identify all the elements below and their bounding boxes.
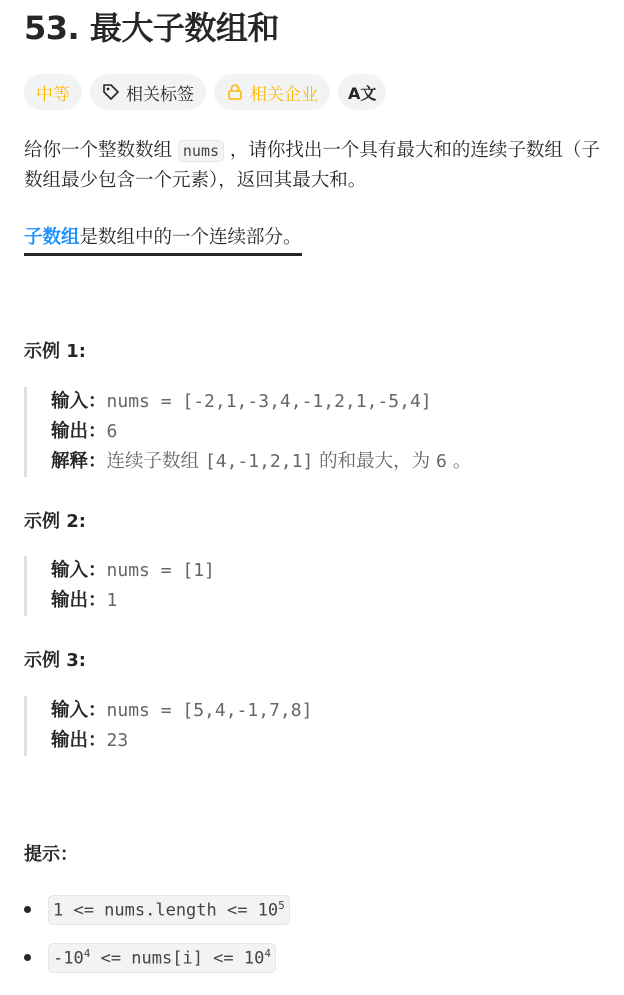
example-3-title: 示例 3:	[24, 650, 86, 671]
constraint-text: 1 <= nums.length <= 10	[53, 900, 279, 921]
example-output: 23	[106, 730, 129, 751]
input-label: 输入：	[51, 560, 107, 581]
subarray-definition-text: 是数组中的一个连续部分。	[79, 227, 302, 248]
constraint-exponent: 4	[264, 947, 271, 960]
output-label: 输出：	[51, 590, 107, 611]
translate-button[interactable]	[338, 74, 386, 110]
description-text-1: 给你一个整数数组	[24, 140, 178, 161]
tag-icon	[102, 83, 120, 101]
description-paragraph	[24, 136, 614, 196]
constraint-text: <= nums[i] <= 10	[90, 948, 265, 969]
tag-row	[24, 74, 386, 110]
example-input: nums = [1]	[106, 560, 215, 581]
subarray-definition	[24, 223, 302, 256]
explain-prefix: 连续子数组	[106, 451, 205, 472]
related-tags-label: 相关标签	[126, 84, 194, 105]
example-output: 6	[106, 421, 118, 442]
constraint-exponent: 5	[278, 899, 285, 912]
subarray-link[interactable]: 子数组	[24, 227, 80, 248]
related-companies-button[interactable]	[214, 74, 330, 110]
output-label: 输出：	[51, 730, 107, 751]
lock-icon	[226, 83, 244, 101]
inline-code-nums: nums	[178, 140, 224, 162]
explain-code: [4,-1,2,1]	[204, 451, 314, 472]
constraint-exponent: 4	[83, 947, 91, 960]
constraints-title: 提示：	[24, 844, 78, 865]
example-input: nums = [5,4,-1,7,8]	[106, 700, 313, 721]
constraint-code-2	[48, 943, 276, 973]
example-2-title: 示例 2:	[24, 511, 86, 532]
explain-end: 。	[446, 451, 472, 472]
example-input: nums = [-2,1,-3,4,-1,2,1,-5,4]	[106, 391, 432, 412]
output-label: 输出：	[51, 421, 107, 442]
constraint-item	[24, 943, 276, 973]
constraint-text: -10	[53, 948, 84, 969]
translate-icon: A文	[348, 83, 377, 103]
related-tags-button[interactable]	[90, 74, 206, 110]
related-companies-label: 相关企业	[250, 84, 318, 105]
explain-label: 解释：	[51, 451, 107, 472]
bullet-icon	[24, 954, 31, 961]
example-3-block	[24, 696, 312, 756]
input-label: 输入：	[51, 700, 107, 721]
constraint-code-1	[48, 895, 290, 925]
explain-num: 6	[436, 451, 447, 472]
bullet-icon	[24, 906, 31, 913]
problem-title[interactable]: 53. 最大子数组和	[24, 9, 279, 47]
explain-mid: 的和最大，为	[313, 451, 437, 472]
example-output: 1	[106, 590, 118, 611]
input-label: 输入：	[51, 391, 107, 412]
constraint-item	[24, 895, 290, 925]
example-2-block	[24, 556, 215, 616]
description-text-2: ，请你找出一个具有最大和的连续子数组（子数组最少包含一个元素），返回其最大和。	[24, 140, 600, 191]
difficulty-badge[interactable]: 中等	[24, 74, 82, 110]
example-1-title: 示例 1:	[24, 341, 86, 362]
example-1-block	[24, 387, 471, 477]
